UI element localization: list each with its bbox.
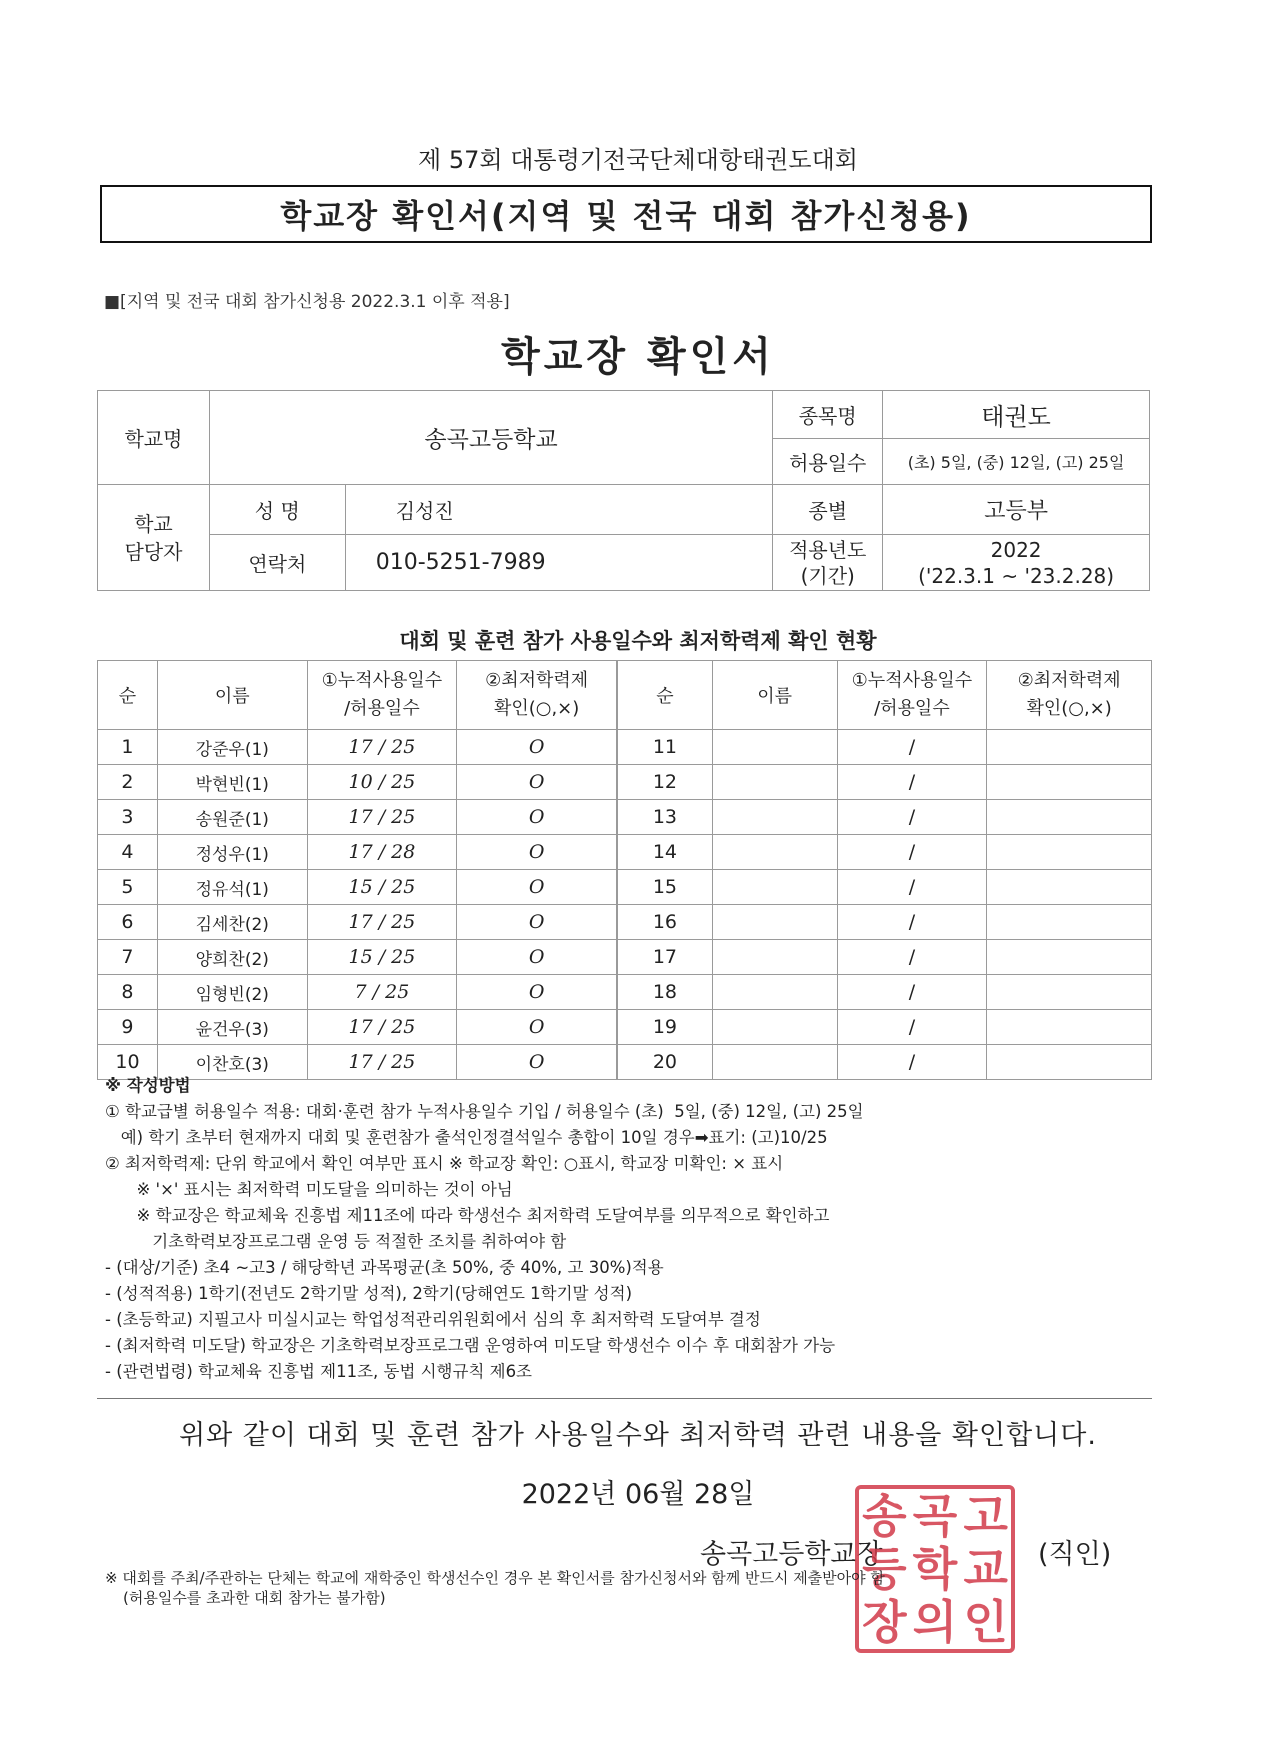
- row-no: 10: [98, 1045, 158, 1080]
- left-rows: [98, 730, 617, 1080]
- method-line: 기초학력보장프로그램 운영 등 적절한 조치를 취하여야 함: [105, 1232, 567, 1251]
- row-no: 15: [618, 870, 713, 905]
- table-row: [98, 975, 617, 1010]
- school-label: 학교명: [98, 391, 210, 485]
- row-days: 17 / 25: [307, 905, 457, 940]
- info-table: [97, 390, 1150, 591]
- footer-line-2: (허용일수를 초과한 대회 참가는 불가함): [123, 1589, 386, 1607]
- row-no: 2: [98, 765, 158, 800]
- seal-glyph: 곡: [912, 1488, 958, 1543]
- row-no: 19: [618, 1010, 713, 1045]
- row-academic-check: O: [457, 905, 617, 940]
- row-name: [712, 800, 837, 835]
- col-days: ①누적사용일수 /허용일수: [307, 661, 457, 730]
- row-academic-check: [987, 730, 1152, 765]
- table-row: [618, 765, 1152, 800]
- year-cell: [883, 535, 1150, 591]
- school-value: 송곡고등학교: [209, 391, 772, 485]
- col-name: 이름: [712, 661, 837, 730]
- row-name: 송원준(1): [157, 800, 307, 835]
- row-days: 15 / 25: [307, 870, 457, 905]
- row-no: 9: [98, 1010, 158, 1045]
- row-academic-check: [987, 1010, 1152, 1045]
- row-days: /: [837, 870, 987, 905]
- allowed-days-label: 허용일수: [773, 439, 883, 485]
- table-row: [618, 905, 1152, 940]
- event-title: 제 57회 대통령기전국단체대항태권도대회: [418, 146, 858, 174]
- contact-label: 연락처: [209, 535, 345, 591]
- table-row: [98, 765, 617, 800]
- row-name: 강준우(1): [157, 730, 307, 765]
- seal-glyph: 인: [963, 1595, 1008, 1650]
- allowed-days-value: (초) 5일, (중) 12일, (고) 25일: [883, 439, 1150, 485]
- row-no: 3: [98, 800, 158, 835]
- col-academic: ②최저학력제 확인(○,×): [987, 661, 1152, 730]
- period-value: ('22.3.1 ~ '23.2.28): [918, 563, 1115, 588]
- row-days: /: [837, 1010, 987, 1045]
- seal-glyph: 교: [963, 1541, 1008, 1596]
- row-name: [712, 905, 837, 940]
- method-section: [105, 1073, 1165, 1385]
- method-line: ※ 학교장은 학교체육 진흥법 제11조에 따라 학생선수 최저학력 도달여부를 의무적으로 확인하고: [105, 1206, 830, 1225]
- row-academic-check: O: [457, 1010, 617, 1045]
- row-no: 12: [618, 765, 713, 800]
- status-table-right: [617, 660, 1152, 1080]
- method-line: ※ '×' 표시는 최저학력 미도달을 의미하는 것이 아님: [105, 1180, 513, 1199]
- contact-value: 010-5251-7989: [345, 535, 773, 591]
- row-academic-check: O: [457, 800, 617, 835]
- name-label: 성 명: [209, 485, 345, 535]
- row-academic-check: [987, 975, 1152, 1010]
- table-row: [98, 940, 617, 975]
- table-row: [98, 835, 617, 870]
- row-name: 정유석(1): [157, 870, 307, 905]
- row-name: [712, 1010, 837, 1045]
- row-days: 15 / 25: [307, 940, 457, 975]
- col-no: 순: [618, 661, 713, 730]
- method-line: ① 학교급별 허용일수 적용: 대회·훈련 참가 누적사용일수 기입 / 허용일수 (초) 5일, (중) 12일, (고) 25일: [105, 1102, 864, 1121]
- row-no: 11: [618, 730, 713, 765]
- row-name: 이찬호(3): [157, 1045, 307, 1080]
- col-name: 이름: [157, 661, 307, 730]
- manager-label: 학교 담당자: [98, 485, 210, 591]
- row-days: 17 / 28: [307, 835, 457, 870]
- row-name: 김세찬(2): [157, 905, 307, 940]
- table-row: [618, 940, 1152, 975]
- row-no: 1: [98, 730, 158, 765]
- sport-label: 종목명: [773, 391, 883, 439]
- confirmation-date: 2022년 06월 28일: [521, 1479, 755, 1510]
- row-days: /: [837, 1045, 987, 1080]
- row-no: 6: [98, 905, 158, 940]
- seal-glyph: 고: [963, 1488, 1008, 1543]
- row-no: 14: [618, 835, 713, 870]
- official-seal-label: (직인): [1038, 1539, 1112, 1570]
- row-no: 7: [98, 940, 158, 975]
- table-row: [98, 1010, 617, 1045]
- row-academic-check: O: [457, 975, 617, 1010]
- method-line: - (최저학력 미도달) 학교장은 기초학력보장프로그램 운영하여 미도달 학생선수 이수 후 대회참가 가능: [105, 1336, 836, 1355]
- method-lines: [105, 1099, 1165, 1385]
- row-days: /: [837, 940, 987, 975]
- divider: [97, 1398, 1152, 1399]
- row-days: /: [837, 835, 987, 870]
- method-line: - (관련법령) 학교체육 진흥법 제11조, 동법 시행규칙 제6조: [105, 1362, 532, 1381]
- method-line: - (초등학교) 지필고사 미실시교는 학업성적관리위원회에서 심의 후 최저학력 도달여부 결정: [105, 1310, 761, 1329]
- table-row: [98, 870, 617, 905]
- year-label: 적용년도 (기간): [773, 535, 883, 591]
- row-days: 17 / 25: [307, 800, 457, 835]
- seal-glyph: 등: [862, 1541, 907, 1596]
- seal-glyph: 의: [912, 1595, 958, 1650]
- table-row: [618, 800, 1152, 835]
- division-label: 종별: [773, 485, 883, 535]
- row-no: 20: [618, 1045, 713, 1080]
- row-days: 17 / 25: [307, 730, 457, 765]
- row-days: 10 / 25: [307, 765, 457, 800]
- table-row: [618, 730, 1152, 765]
- status-title: 대회 및 훈련 참가 사용일수와 최저학력제 확인 현황: [399, 629, 877, 653]
- row-no: 5: [98, 870, 158, 905]
- row-academic-check: O: [457, 940, 617, 975]
- principal-name: 송곡고등학교장: [700, 1539, 883, 1570]
- division-value: 고등부: [883, 485, 1150, 535]
- row-academic-check: [987, 940, 1152, 975]
- row-days: 17 / 25: [307, 1045, 457, 1080]
- year-value: 2022: [990, 537, 1042, 562]
- row-no: 16: [618, 905, 713, 940]
- row-no: 8: [98, 975, 158, 1010]
- row-days: /: [837, 800, 987, 835]
- row-days: /: [837, 975, 987, 1010]
- footer-note: [105, 1568, 1165, 1608]
- row-academic-check: O: [457, 765, 617, 800]
- right-rows: [618, 730, 1152, 1080]
- row-name: [712, 870, 837, 905]
- row-academic-check: [987, 870, 1152, 905]
- row-no: 4: [98, 835, 158, 870]
- name-value: 김성진: [345, 485, 773, 535]
- row-academic-check: O: [457, 1045, 617, 1080]
- table-row: [618, 835, 1152, 870]
- row-days: /: [837, 905, 987, 940]
- row-days: 17 / 25: [307, 1010, 457, 1045]
- method-line: ② 최저학력제: 단위 학교에서 확인 여부만 표시 ※ 학교장 확인: ○표시, 학교장 미확인: × 표시: [105, 1154, 784, 1173]
- table-row: [98, 800, 617, 835]
- row-name: [712, 730, 837, 765]
- row-academic-check: O: [457, 835, 617, 870]
- method-line: - (성적적용) 1학기(전년도 2학기말 성적), 2학기(당해연도 1학기말 성적): [105, 1284, 633, 1303]
- footer-line-1: ※ 대회를 주최/주관하는 단체는 학교에 재학중인 학생선수인 경우 본 확인서를 참가신청서와 함께 반드시 제출받아야 함: [105, 1569, 885, 1587]
- status-table-left: [97, 660, 617, 1080]
- row-no: 17: [618, 940, 713, 975]
- table-row: [618, 975, 1152, 1010]
- row-name: 양희찬(2): [157, 940, 307, 975]
- col-days: ①누적사용일수 /허용일수: [837, 661, 987, 730]
- table-row: [98, 730, 617, 765]
- main-title: 학교장 확인서: [501, 334, 775, 380]
- row-name: [712, 940, 837, 975]
- method-line: - (대상/기준) 초4 ~고3 / 해당학년 과목평균(초 50%, 중 40%, 고 30%)적용: [105, 1258, 664, 1277]
- row-name: [712, 835, 837, 870]
- row-academic-check: [987, 765, 1152, 800]
- row-academic-check: [987, 905, 1152, 940]
- table-row: [98, 905, 617, 940]
- sport-value: 태권도: [883, 391, 1150, 439]
- row-name: 임형빈(2): [157, 975, 307, 1010]
- row-academic-check: O: [457, 730, 617, 765]
- row-days: 7 / 25: [307, 975, 457, 1010]
- row-days: /: [837, 730, 987, 765]
- row-name: 윤건우(3): [157, 1010, 307, 1045]
- notice: ■[지역 및 전국 대회 참가신청용 2022.3.1 이후 적용]: [104, 292, 510, 312]
- seal-glyph: 학: [912, 1541, 958, 1596]
- confirmation-statement: 위와 같이 대회 및 훈련 참가 사용일수와 최저학력 관련 내용을 확인합니다.: [179, 1420, 1097, 1451]
- table-row: [618, 870, 1152, 905]
- row-no: 13: [618, 800, 713, 835]
- row-academic-check: [987, 835, 1152, 870]
- col-academic: ②최저학력제 확인(○,×): [457, 661, 617, 730]
- row-days: /: [837, 765, 987, 800]
- row-name: [712, 975, 837, 1010]
- seal-glyph: 장: [862, 1595, 907, 1650]
- row-academic-check: O: [457, 870, 617, 905]
- table-row: [618, 1010, 1152, 1045]
- seal-glyph: 송: [862, 1488, 907, 1543]
- method-line: 예) 학기 초부터 현재까지 대회 및 훈련참가 출석인정결석일수 총합이 10일 경우➡표기: (고)10/25: [105, 1128, 828, 1147]
- row-name: 박현빈(1): [157, 765, 307, 800]
- method-title: ※ 작성방법: [105, 1076, 191, 1095]
- form-title: 학교장 확인서(지역 및 전국 대회 참가신청용): [100, 185, 1152, 243]
- row-name: [712, 765, 837, 800]
- row-name: 정성우(1): [157, 835, 307, 870]
- row-no: 18: [618, 975, 713, 1010]
- row-academic-check: [987, 800, 1152, 835]
- col-no: 순: [98, 661, 158, 730]
